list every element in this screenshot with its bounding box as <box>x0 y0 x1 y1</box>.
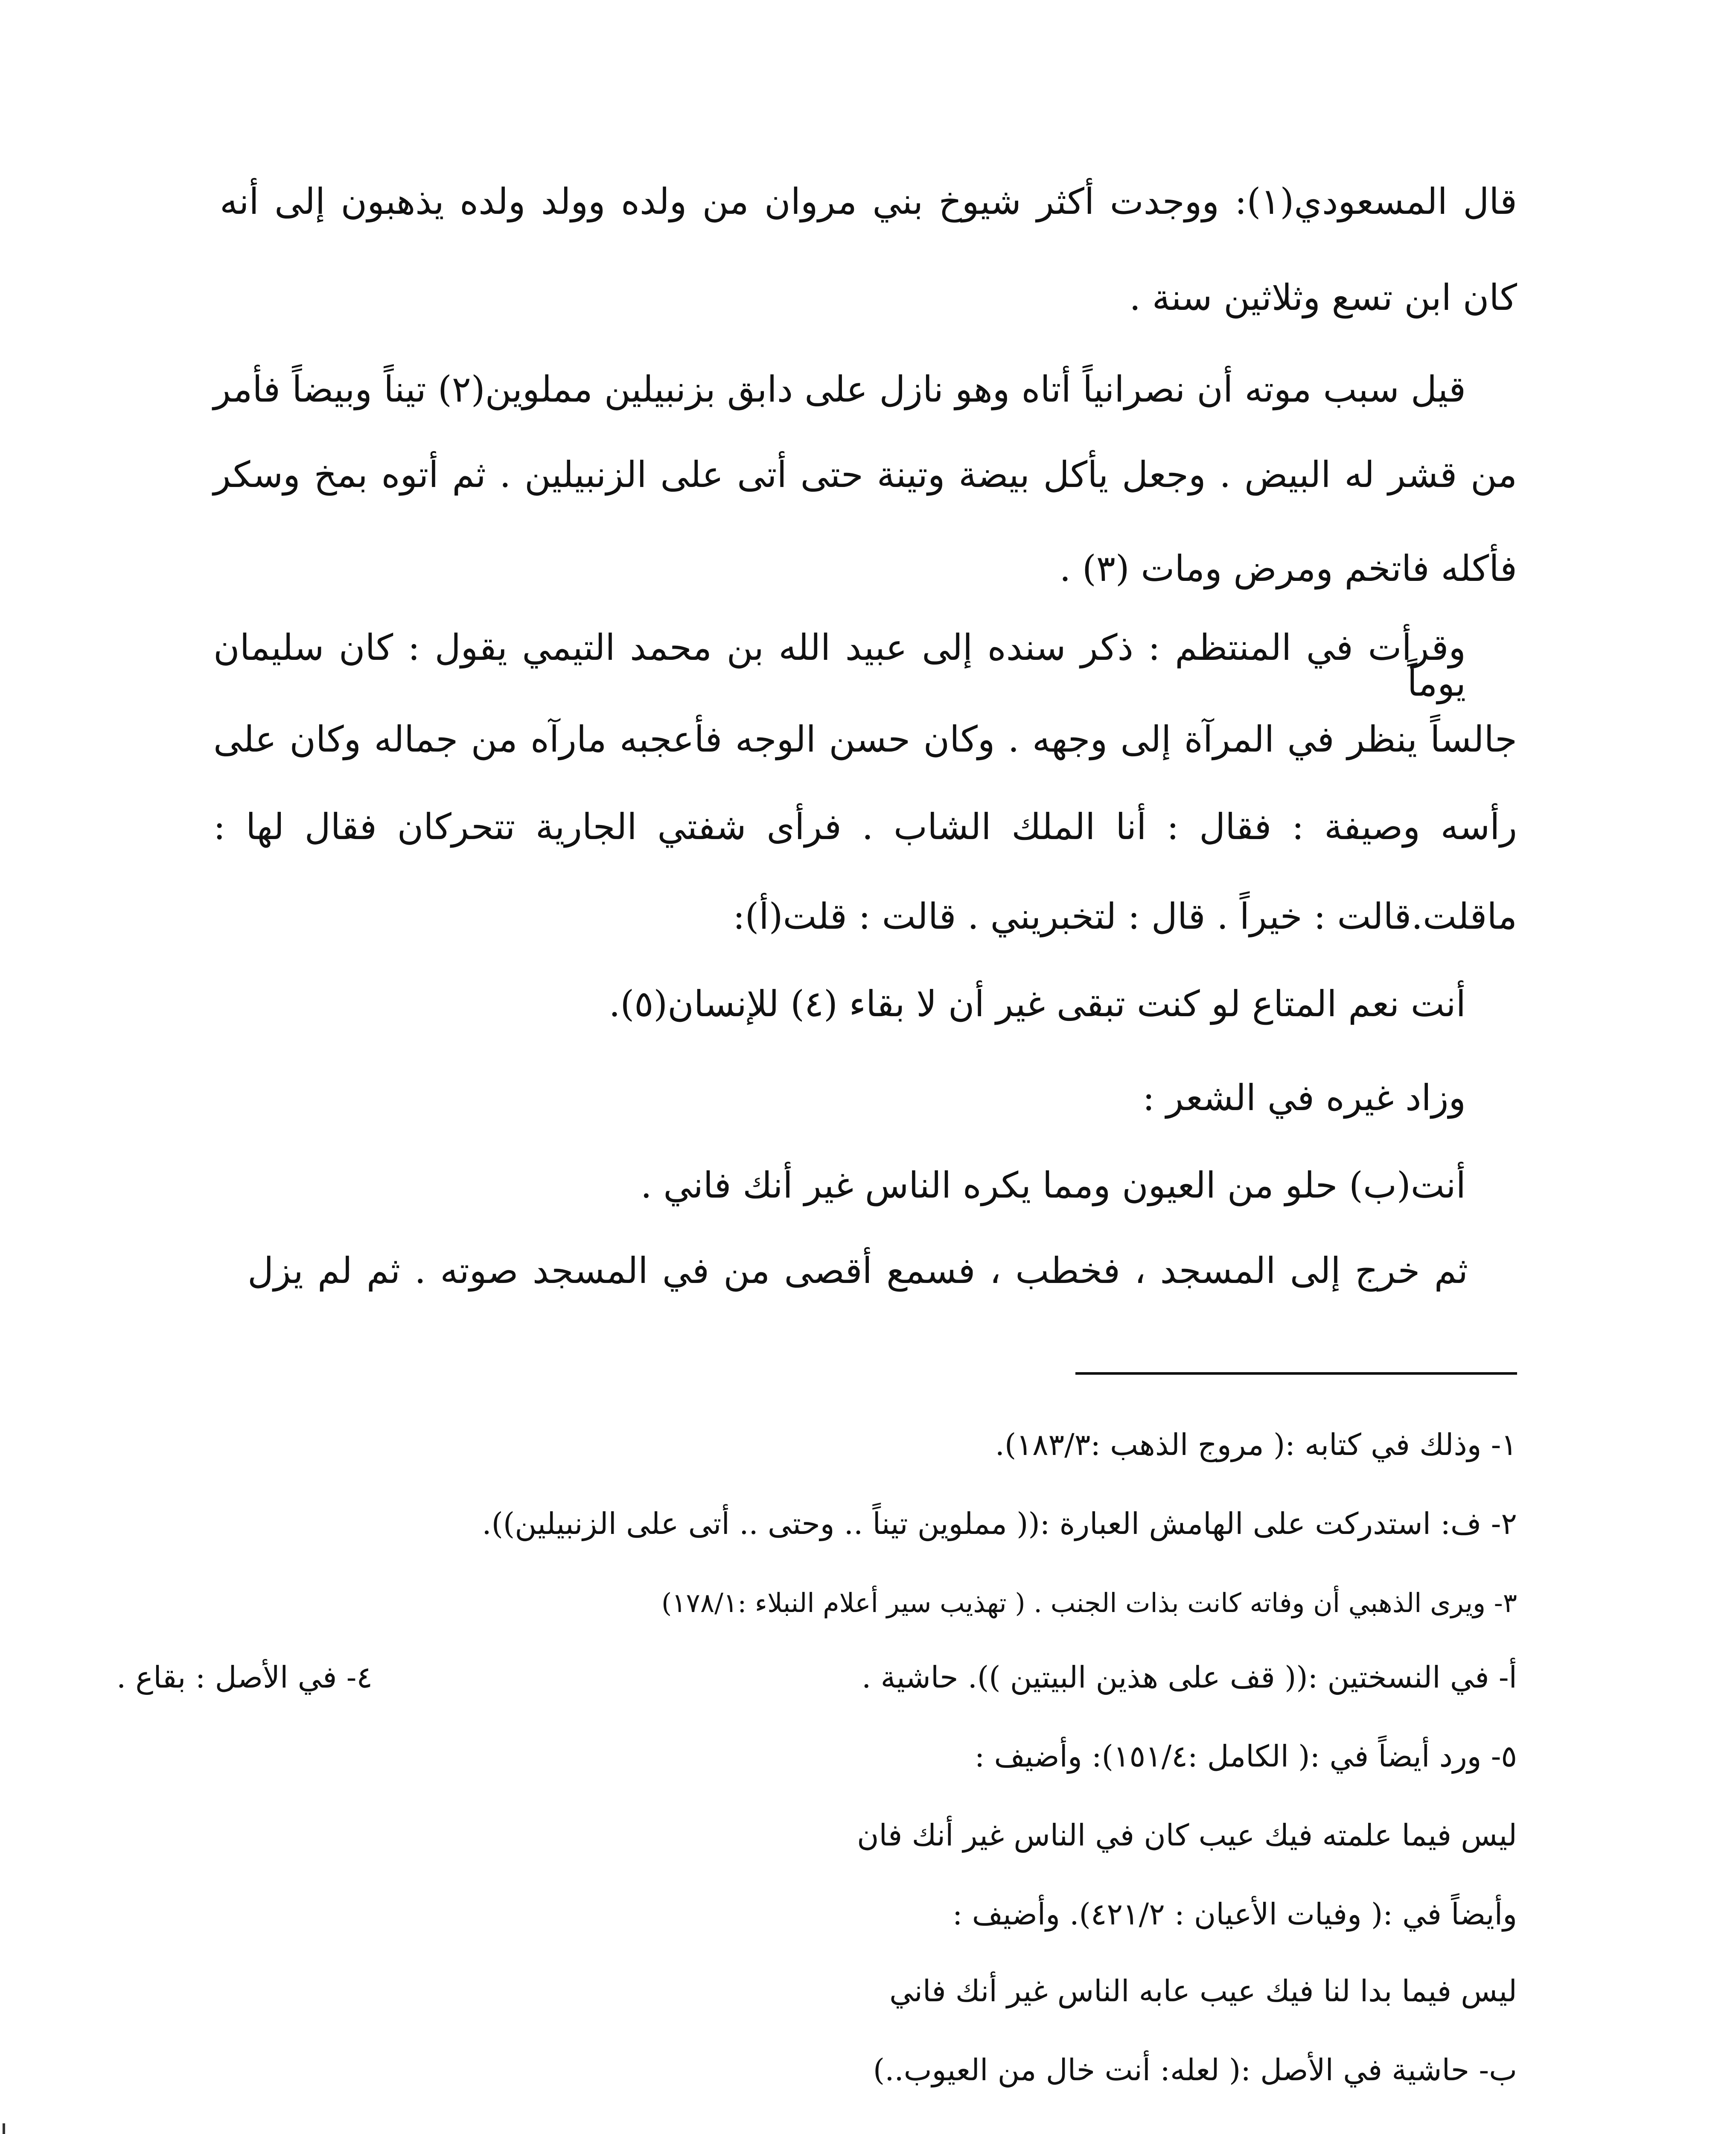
body-line-9: ماقلت.قالت : خيراً . قال : لتخبريني . قالت : قلت(أ): <box>733 895 1517 937</box>
footnote-5: ٥- ورد أيضاً في :( الكامل :١٥١/٤): وأضيف : <box>974 1739 1517 1774</box>
footnote-5-verse-2: ليس فيما بدا لنا فيك عيب عابه الناس غير أنك فاني <box>889 1974 1517 2009</box>
footnote-b: ب- حاشية في الأصل :( لعله: أنت خال من العيوب..) <box>873 2052 1517 2087</box>
body-line-5: فأكله فاتخم ومرض ومات (٣) . <box>1059 548 1517 589</box>
footnote-5-verse-1: ليس فيما علمته فيك عيب كان في الناس غير أنك فان <box>857 1818 1517 1853</box>
footnote-3: ٣- ويرى الذهبي أن وفاته كانت بذات الجنب . ( تهذيب سير أعلام النبلاء :١٧٨/١) <box>661 1587 1517 1618</box>
verse-line-1: أنت نعم المتاع لو كنت تبقى غير أن لا بقاء (٤) للإنسان(٥). <box>609 983 1466 1025</box>
footnote-2: ٢- ف: استدركت على الهامش العبارة :(( مملوين تيناً .. وحتى .. أتى على الزنبيلين)). <box>482 1506 1517 1541</box>
footnote-separator <box>1075 1372 1517 1375</box>
verse-line-2: أنت(ب) حلو من العيون ومما يكره الناس غير أنك فاني . <box>640 1164 1466 1206</box>
body-line-7: جالساً ينظر في المرآة إلى وجهه . وكان حسن الوجه فأعجبه مارآه من جماله وكان على <box>213 718 1517 760</box>
footnote-1: ١- وذلك في كتابه :( مروج الذهب :١٨٣/٣). <box>995 1427 1517 1462</box>
body-line-11: وزاد غيره في الشعر : <box>1142 1077 1466 1119</box>
body-line-13: ثم خرج إلى المسجد ، فخطب ، فسمع أقصى من في المسجد صوته . ثم لم يزل <box>248 1250 1468 1291</box>
footnote-4: ٤- في الأصل : بقاع . <box>117 1660 373 1695</box>
footnote-5-line-3: وأيضاً في :( وفيات الأعيان : ٤٢١/٢). وأضيف : <box>952 1897 1517 1932</box>
body-line-3: قيل سبب موته أن نصرانياً أتاه وهو نازل على دابق بزنبيلين مملوين(٢) تيناً وبيضاً فأمر <box>213 368 1466 410</box>
body-line-4: من قشر له البيض . وجعل يأكل بيضة وتينة حتى أتى على الزنبيلين . ثم أتوه بمخ وسكر <box>213 454 1517 496</box>
body-line-2: كان ابن تسع وثلاثين سنة . <box>1129 277 1517 318</box>
body-line-1: قال المسعودي(١): ووجدت أكثر شيوخ بني مروان من ولده وولد ولده يذهبون إلى أنه <box>220 181 1517 222</box>
scan-artifact-top <box>3 2123 5 2134</box>
footnote-a: أ- في النسختين :(( قف على هذين البيتين )). حاشية . <box>862 1660 1517 1695</box>
body-line-6: وقرأت في المنتظم : ذكر سنده إلى عبيد الله بن محمد التيمي يقول : كان سليمان يوماً <box>213 627 1466 704</box>
body-line-8: رأسه وصيفة : فقال : أنا الملك الشاب . فرأى شفتي الجارية تتحركان فقال لها : <box>213 806 1517 848</box>
